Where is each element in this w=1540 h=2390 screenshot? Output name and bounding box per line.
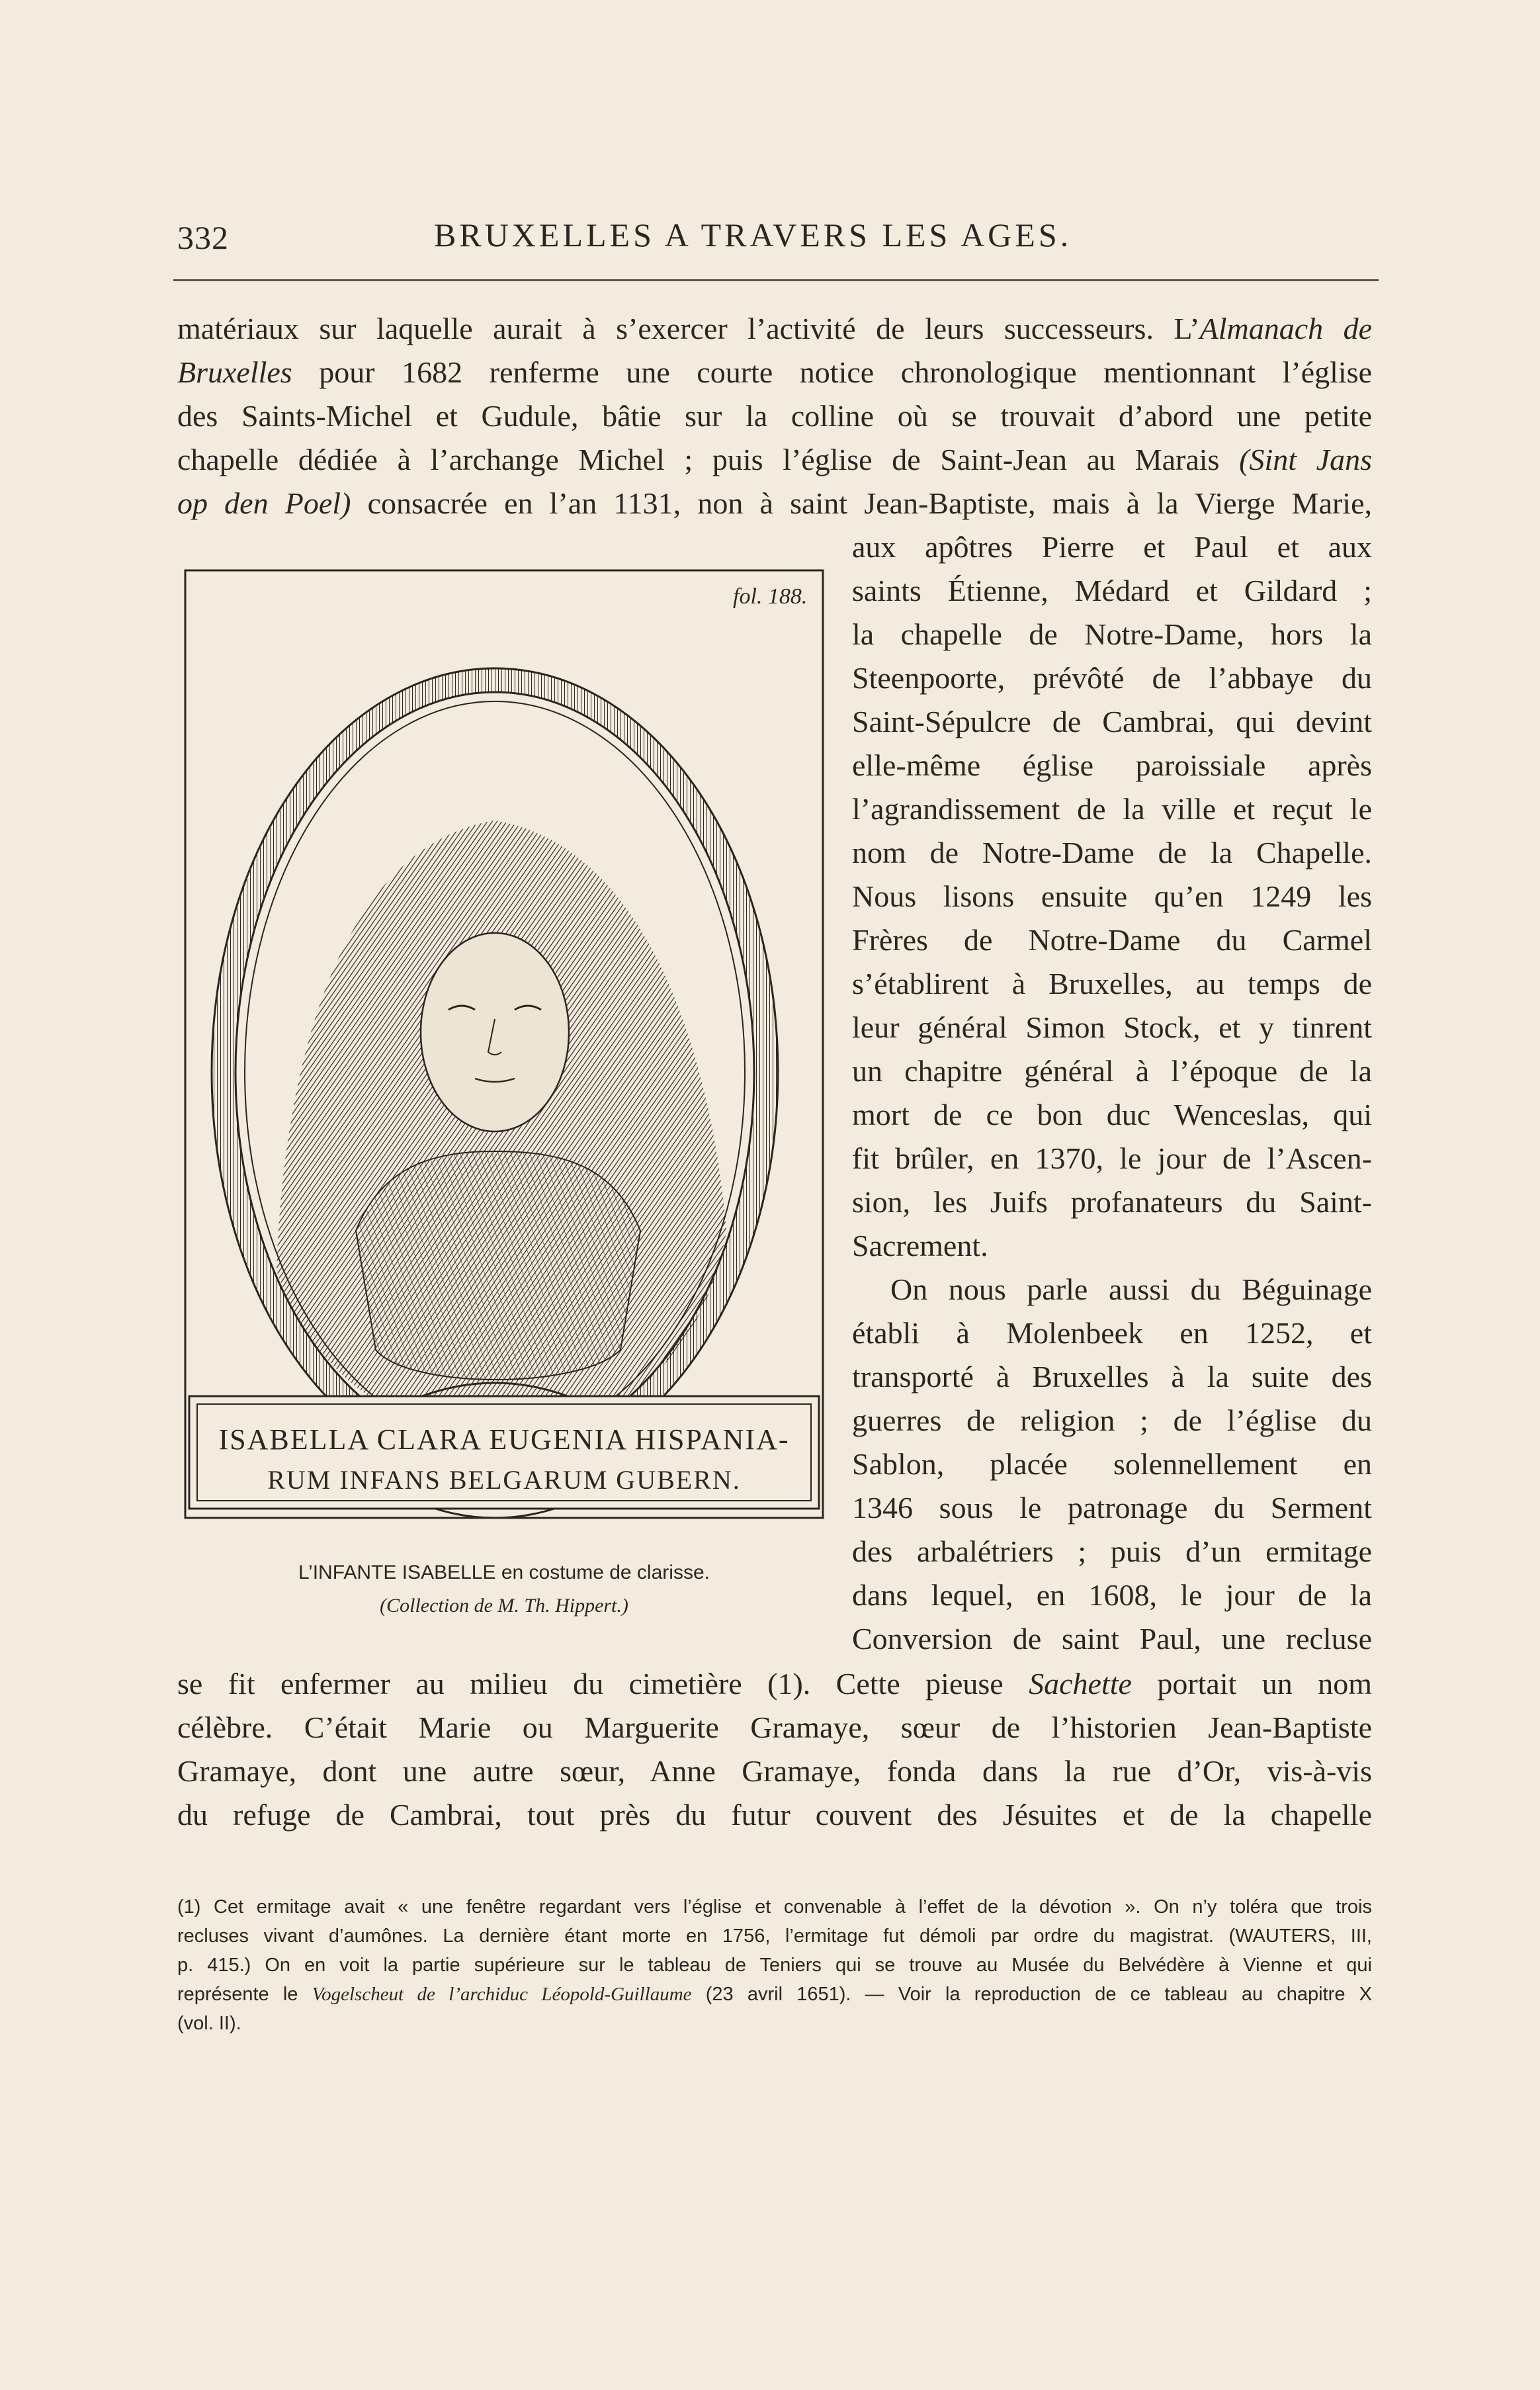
text-line: établi à Molenbeek en 1252, et: [852, 1316, 1372, 1350]
text-line: transporté à Bruxelles à la suite des: [852, 1360, 1372, 1394]
text-line: elle-même église paroissiale après: [852, 748, 1372, 782]
text-line: la chapelle de Notre-Dame, hors la: [852, 617, 1372, 651]
running-title: BRUXELLES A TRAVERS LES AGES.: [434, 216, 1072, 253]
face: [421, 933, 569, 1131]
text-line: sion, les Juifs profanateurs du Saint-: [852, 1185, 1372, 1219]
footnote-line: p. 415.) On en voit la partie supérieure sur le tableau de Teniers qui se trouve au Musée du Belvédère à Vienne et qui: [177, 1955, 1372, 1976]
inscription-line-1: ISABELLA CLARA EUGENIA HISPANIA-: [218, 1423, 790, 1456]
text-line: leur général Simon Stock, et y tinrent: [852, 1010, 1372, 1044]
text-line: se fit enfermer au milieu du cimetière (1). Cette pieuse Sachette portait un nom: [177, 1667, 1372, 1701]
text-line: Gramaye, dont une autre sœur, Anne Gramaye, fonda dans la rue d’Or, vis-à-vis: [177, 1754, 1372, 1788]
text-line: Nous lisons ensuite qu’en 1249 les: [852, 879, 1372, 913]
text-line: du refuge de Cambrai, tout près du futur couvent des Jésuites et de la chapelle: [177, 1798, 1372, 1832]
text-line: nom de Notre-Dame de la Chapelle.: [852, 836, 1372, 869]
text-line: guerres de religion ; de l’église du: [852, 1403, 1372, 1437]
text-line: saints Étienne, Médard et Gildard ;: [852, 574, 1372, 607]
figure-credit: (Collection de M. Th. Hippert.): [380, 1595, 628, 1616]
text-line: dans lequel, en 1608, le jour de la: [852, 1578, 1372, 1612]
text-line: op den Poel) consacrée en l’an 1131, non à saint Jean-Baptiste, mais à la Vierge Marie,: [177, 486, 1372, 520]
page-number: 332: [177, 219, 229, 256]
text-line: On nous parle aussi du Béguinage: [890, 1272, 1372, 1306]
text-line: Steenpoorte, prévôté de l’abbaye du: [852, 661, 1372, 695]
figure-caption: L’INFANTE ISABELLE en costume de clarisse.: [298, 1562, 710, 1583]
text-line: Sacrement.: [852, 1229, 988, 1262]
footnote: [177, 1892, 1372, 2038]
text-line: célèbre. C’était Marie ou Marguerite Gramaye, sœur de l’historien Jean-Baptiste: [177, 1710, 1372, 1744]
text-line: Conversion de saint Paul, une recluse: [852, 1622, 1372, 1656]
wimple: [356, 1151, 640, 1380]
text-line: un chapitre général à l’époque de la: [852, 1054, 1372, 1088]
text-line: mort de ce bon duc Wenceslas, qui: [852, 1098, 1372, 1131]
portrait-engraving: [184, 569, 824, 1556]
text-line: s’établirent à Bruxelles, au temps de: [852, 967, 1372, 1000]
text-line: des Saints-Michel et Gudule, bâtie sur la colline où se trouvait d’abord une petite: [177, 399, 1372, 433]
text-line: Frères de Notre-Dame du Carmel: [852, 923, 1372, 957]
text-line: chapelle dédiée à l’archange Michel ; puis l’église de Saint-Jean au Marais (Sint Jans: [177, 443, 1372, 476]
footnote-line: (vol. II).: [177, 2013, 241, 2034]
folio-mark: fol. 188.: [733, 584, 808, 609]
text-line: Saint-Sépulcre de Cambrai, qui devint: [852, 705, 1372, 738]
footnote-line: (1) Cet ermitage avait « une fenêtre regardant vers l’église et convenable à l’effet de la dévotion ». On n’y toléra que trois: [177, 1896, 1372, 1918]
inscription-line-2: RUM INFANS BELGARUM GUBERN.: [267, 1465, 741, 1495]
text-line: 1346 sous le patronage du Serment: [852, 1491, 1372, 1525]
text-line: fit brûler, en 1370, le jour de l’Ascen-: [852, 1141, 1372, 1175]
text-line: aux apôtres Pierre et Paul et aux: [852, 530, 1372, 564]
text-line: Sablon, placée solennellement en: [852, 1447, 1372, 1481]
footnote-line: représente le Vogelscheut de l’archiduc Léopold-Guillaume (23 avril 1651). — Voir la reproduction de ce tableau au chapitre X: [177, 1984, 1372, 2005]
text-line: matériaux sur laquelle aurait à s’exercer l’activité de leurs successeurs. L’Almanach de: [177, 312, 1372, 345]
header-rule: [173, 279, 1379, 281]
text-line: l’agrandissement de la ville et reçut le: [852, 792, 1372, 826]
text-line: des arbalétriers ; puis d’un ermitage: [852, 1534, 1372, 1568]
text-line: Bruxelles pour 1682 renferme une courte notice chronologique mentionnant l’église: [177, 355, 1372, 389]
footnote-line: recluses vivant d’aumônes. La dernière étant morte en 1756, l’ermitage fut démoli par ordre du magistrat. (WAUTERS, III,: [177, 1925, 1372, 1947]
